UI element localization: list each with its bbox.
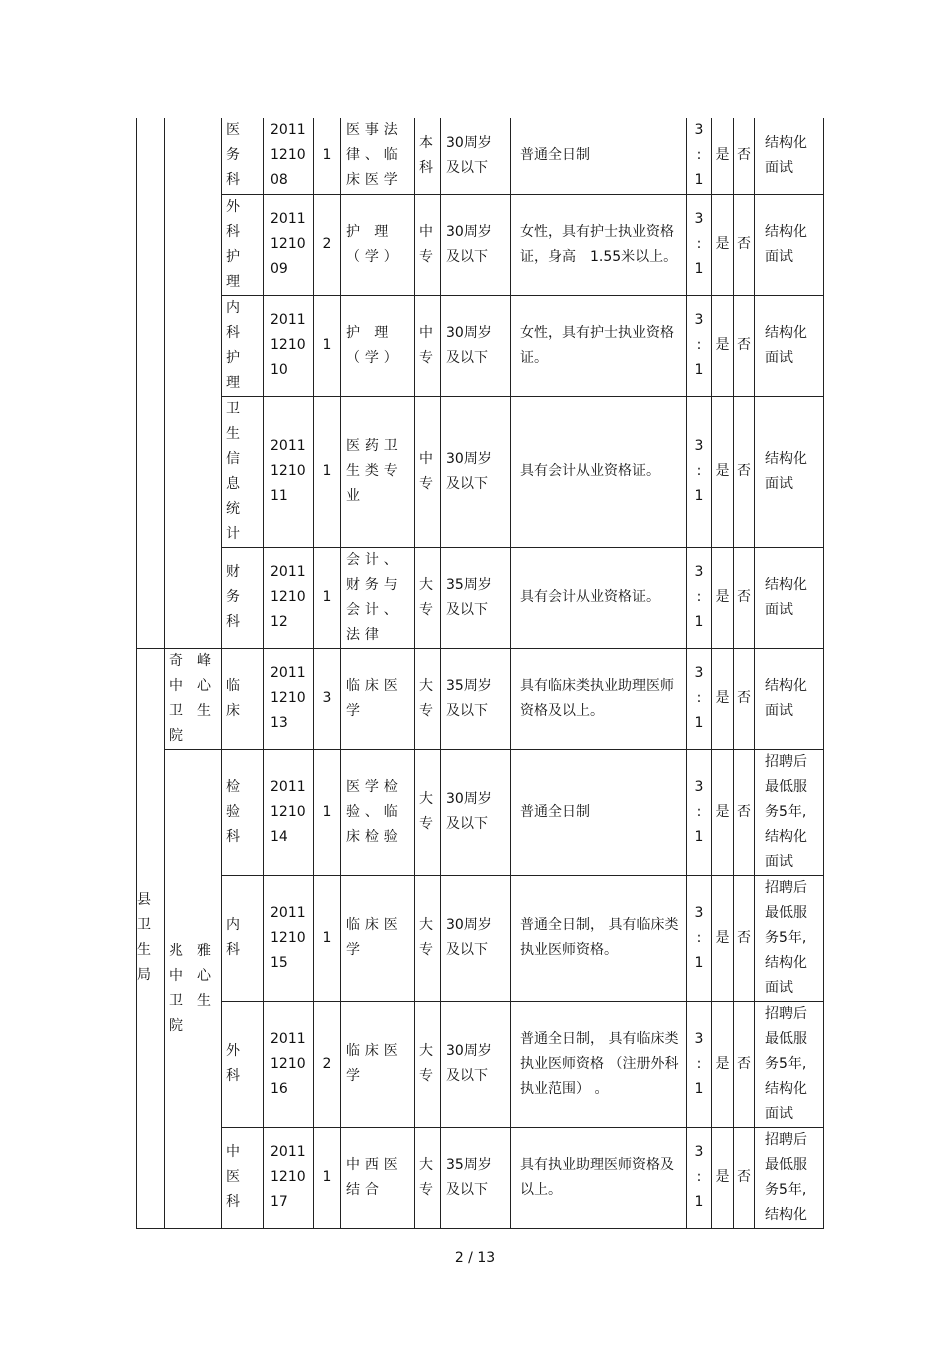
no-mark: 否 <box>734 194 755 295</box>
education: 大 专 <box>419 1156 433 1198</box>
table-row <box>137 396 824 547</box>
conditions: 具有执业助理医师资格及以上。 <box>520 1156 674 1198</box>
exam-ratio: 3 : 1 <box>687 396 712 547</box>
no-mark: 否 <box>734 1127 755 1228</box>
major: 医事法律、临床医学 <box>346 122 403 189</box>
position-code: 2011 1210 13 <box>270 665 306 731</box>
no-mark: 否 <box>734 1001 755 1127</box>
position-code: 2011 1210 17 <box>270 1144 306 1210</box>
hospital-cell-continued <box>165 118 222 648</box>
position-code: 2011 1210 15 <box>270 904 306 971</box>
exam-ratio: 3 : 1 <box>687 648 712 749</box>
exam-ratio: 3 : 1 <box>687 875 712 1001</box>
no-mark: 否 <box>734 118 755 194</box>
yes-mark: 是 <box>712 1127 734 1228</box>
remarks: 结构化 面试 <box>765 576 807 618</box>
yes-mark: 是 <box>712 648 734 749</box>
position-code: 2011 1210 08 <box>270 122 306 189</box>
education: 大 专 <box>419 1043 433 1084</box>
yes-mark: 是 <box>712 194 734 295</box>
hire-count: 1 <box>314 875 341 1001</box>
remarks: 招聘后 最低服 务5年, 结构化 <box>765 1131 807 1223</box>
exam-ratio: 3 : 1 <box>687 118 712 194</box>
no-mark: 否 <box>734 648 755 749</box>
position-code: 2011 1210 10 <box>270 312 306 378</box>
major: 临床医学 <box>346 677 403 719</box>
conditions: 具有会计从业资格证。 <box>520 463 660 479</box>
age-limit: 35周岁 及以下 <box>446 576 492 618</box>
exam-ratio: 3 : 1 <box>687 547 712 648</box>
remarks: 结构化 面试 <box>765 324 807 366</box>
yes-mark: 是 <box>712 875 734 1001</box>
position-code: 2011 1210 16 <box>270 1030 306 1097</box>
major: 临床医学 <box>346 1043 403 1084</box>
yes-mark: 是 <box>712 118 734 194</box>
education: 中 专 <box>419 450 433 492</box>
hire-count: 2 <box>314 194 341 295</box>
conditions: 普通全日制， 具有临床类执业医师资格 （注册外科执业范围） 。 <box>520 1030 679 1097</box>
hire-count: 1 <box>314 547 341 648</box>
no-mark: 否 <box>734 749 755 875</box>
dept-cell: 财 务 科 <box>226 564 240 630</box>
conditions: 女性，具有护士执业资格证，身高 1.55米以上。 <box>520 223 678 265</box>
dept-cell: 外 科 <box>226 1043 240 1084</box>
age-limit: 30周岁 及以下 <box>446 450 492 492</box>
dept-cell: 临 床 <box>226 677 240 719</box>
unit-cell-continued <box>137 118 165 648</box>
conditions: 普通全日制 <box>520 803 590 820</box>
age-limit: 35周岁 及以下 <box>446 1156 492 1198</box>
exam-ratio: 3 : 1 <box>687 749 712 875</box>
major: 医学检验、临床检验 <box>346 778 403 845</box>
no-mark: 否 <box>734 875 755 1001</box>
age-limit: 30周岁 及以下 <box>446 223 492 265</box>
table-row <box>137 648 824 749</box>
hire-count: 1 <box>314 749 341 875</box>
table-row <box>137 1001 824 1127</box>
hire-count: 1 <box>314 396 341 547</box>
hospital-qifeng: 奇 峰 中 心 卫 生 院 <box>169 652 211 744</box>
conditions: 具有临床类执业助理医师资格及以上。 <box>520 677 674 719</box>
dept-cell: 卫 生 信 息 统 计 <box>226 400 240 542</box>
education: 中 专 <box>419 223 433 265</box>
hire-count: 1 <box>314 118 341 194</box>
education: 本 科 <box>419 134 433 176</box>
no-mark: 否 <box>734 396 755 547</box>
yes-mark: 是 <box>712 1001 734 1127</box>
age-limit: 30周岁 及以下 <box>446 1043 492 1084</box>
age-limit: 30周岁 及以下 <box>446 134 492 176</box>
age-limit: 35周岁 及以下 <box>446 677 492 719</box>
major: 中西医结合 <box>346 1156 403 1198</box>
yes-mark: 是 <box>712 295 734 396</box>
dept-cell: 医 务 科 <box>226 122 240 189</box>
age-limit: 30周岁 及以下 <box>446 791 492 832</box>
major: 会计、财务与会计、法律 <box>346 551 403 643</box>
education: 中 专 <box>419 324 433 366</box>
yes-mark: 是 <box>712 396 734 547</box>
position-code: 2011 1210 09 <box>270 211 306 277</box>
remarks: 结构化 面试 <box>765 134 807 176</box>
education: 大 专 <box>419 917 433 958</box>
yes-mark: 是 <box>712 547 734 648</box>
table-row <box>137 295 824 396</box>
age-limit: 30周岁 及以下 <box>446 917 492 958</box>
hire-count: 1 <box>314 295 341 396</box>
remarks: 招聘后 最低服 务5年, 结构化 面试 <box>765 753 807 870</box>
dept-cell: 内 科 护 理 <box>226 299 240 391</box>
exam-ratio: 3 : 1 <box>687 1001 712 1127</box>
remarks: 招聘后 最低服 务5年, 结构化 面试 <box>765 1005 807 1122</box>
hire-count: 1 <box>314 1127 341 1228</box>
table-row <box>137 118 824 194</box>
conditions: 具有会计从业资格证。 <box>520 589 660 605</box>
exam-ratio: 3 : 1 <box>687 194 712 295</box>
yes-mark: 是 <box>712 749 734 875</box>
age-limit: 30周岁 及以下 <box>446 324 492 366</box>
dept-cell: 外 科 护 理 <box>226 198 240 290</box>
table-row <box>137 875 824 1001</box>
position-code: 2011 1210 11 <box>270 438 306 504</box>
dept-cell: 内 科 <box>226 917 240 958</box>
major: 临床医学 <box>346 917 403 958</box>
remarks: 结构化 面试 <box>765 223 807 265</box>
conditions: 普通全日制， 具有临床类执业医师资格。 <box>520 917 679 958</box>
table-row <box>137 749 824 875</box>
conditions: 普通全日制 <box>520 147 590 164</box>
dept-cell: 检 验 科 <box>226 778 240 845</box>
remarks: 结构化 面试 <box>765 450 807 492</box>
hire-count: 3 <box>314 648 341 749</box>
education: 大 专 <box>419 791 433 832</box>
position-code: 2011 1210 12 <box>270 564 306 630</box>
page-number: 2 / 13 <box>454 1250 496 1266</box>
county-health-bureau: 县 卫 生 局 <box>137 892 151 983</box>
no-mark: 否 <box>734 547 755 648</box>
major: 护 理（学） <box>346 223 403 265</box>
education: 大 专 <box>419 576 433 618</box>
hospital-zhaoya: 兆 雅 中 心 卫 生 院 <box>169 942 211 1034</box>
remarks: 招聘后 最低服 务5年, 结构化 面试 <box>765 879 807 996</box>
recruitment-table <box>136 118 824 1229</box>
position-code: 2011 1210 14 <box>270 778 306 845</box>
major: 护 理（学） <box>346 324 403 366</box>
remarks: 结构化 面试 <box>765 677 807 719</box>
conditions: 女性，具有护士执业资格证。 <box>520 324 674 366</box>
exam-ratio: 3 : 1 <box>687 1127 712 1228</box>
major: 医药卫生类专业 <box>346 438 403 504</box>
exam-ratio: 3 : 1 <box>687 295 712 396</box>
table-row <box>137 1127 824 1228</box>
table-row <box>137 547 824 648</box>
dept-cell: 中 医 科 <box>226 1144 240 1210</box>
education: 大 专 <box>419 677 433 719</box>
no-mark: 否 <box>734 295 755 396</box>
table-row <box>137 194 824 295</box>
hire-count: 2 <box>314 1001 341 1127</box>
